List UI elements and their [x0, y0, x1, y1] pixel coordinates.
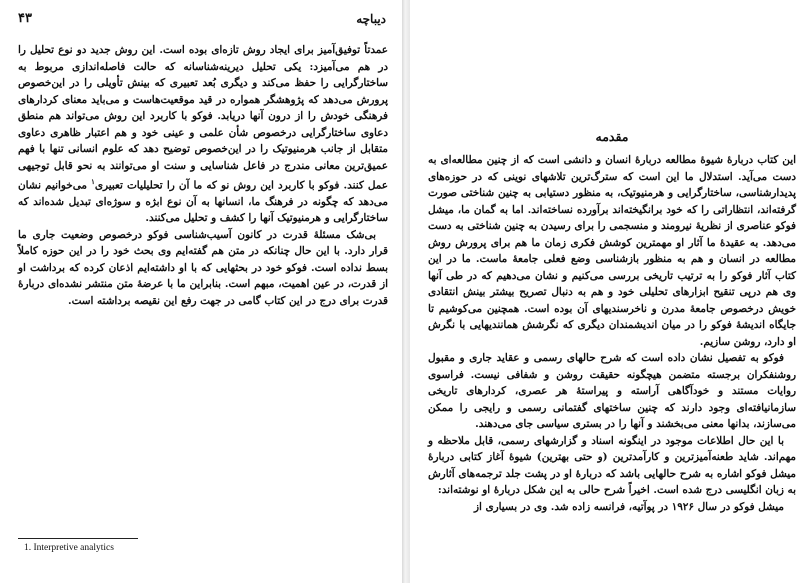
right-body-text: [428, 152, 796, 515]
left-body-text: [18, 42, 388, 309]
paragraph: فوکو به تفصیل نشان داده است که شرح حالهای رسمی و عقاید جاری و مقبول روشنفکران برجسته متضمن هیچگونه حقیقت روشن و شفافی نیست. فراسوی روایات مستند و خودآگاهی آراسته و پیراستهٔ هر عصری، کردارهای تاریخی سازمانیافته‌ای وجود دارند که چنین ساختهای گفتمانی رسمی و رایجی را ممکن می‌سازند، بدانها معنی می‌بخشند و آنها را در بستری سیاسی جای می‌دهند.: [428, 352, 796, 430]
chapter-title: مقدمه: [595, 129, 629, 144]
footnote: 1. Interpretive analytics: [24, 543, 114, 553]
paragraph: عمدتاً توفیق‌آمیز برای ایجاد روش تازه‌ای بوده است. این روش جدید دو نوع تحلیل را در هم می‌آمیزد: یکی تحلیل دیرینه‌شناسانه که حالت فاصله‌اندازی مربوط به ساختارگرایی را حفظ می‌کند و دیگری بُعد تعبیری که بینش تأویلی را در این‌خصوص پرورش می‌دهد که پژوهشگر همواره در قید موقعیت‌هاست و می‌باید معنای کردارهای فرهنگی خودش را از درون آنها دریابد. فوکو با کاربرد این روش می‌تواند هم منطق دعاوی ساختارگرایی درخصوص شأن علمی و عینی خود و هم اعتبار ظاهری دعاوی متقابل از جانب هرمنیوتیک را در این‌خصوص توضیح دهد که علوم انسانی تنها با فهم عمیق‌ترین معانی مندرج در فاعل شناسایی و سنت او می‌توانند به نحو قابل توجیهی عمل کنند. فوکو با کاربرد این روش نو که ما آن را تحلیلیات تعبیری$^۱$ می‌خوانیم نشان می‌دهد که چگونه در فرهنگ ما، انسانها به آن نوع ابژه و سوژه‌ای تبدیل شده‌اند که ساختارگرایی و هرمنیوتیک آنها را کشف و تحلیل می‌کنند.: [18, 44, 388, 225]
page-number: ۴۳: [18, 11, 32, 26]
left-page: [0, 0, 402, 583]
right-page: [410, 0, 812, 583]
running-title: دیباچه: [356, 12, 386, 26]
footnote-reference: ۱: [91, 177, 95, 186]
paragraph: با این حال اطلاعات موجود در اینگونه اسناد و گزارشهای رسمی، قابل ملاحظه و مهم‌اند. شاید طعنه‌آمیزترین و کارآمدترین (و حتی بهترین) شیوهٔ آغاز کتابی دربارهٔ میشل فوکو اشاره به شرح حالهایی باشد که دربارهٔ او در پشت جلد ترجمه‌های آثارش به زبان انگلیسی درج شده است. اخیراً شرح حالی به این شکل دربارهٔ او نوشته‌اند:: [428, 434, 796, 496]
book-spine: [402, 0, 410, 583]
paragraph: بی‌شک مسئلهٔ قدرت در کانون آسیب‌شناسی فوکو درخصوص وضعیت جاری ما قرار دارد. با این حال چنانکه در متن هم گفته‌ایم وی بحث خود را در این حوزه کاملاً بسط نداده است. فوکو خود در بحثهایی که با او داشته‌ایم اذعان کرده که برداشت او از قدرت، در عین اهمیت، مبهم است. بنابراین ما با عرضهٔ متن منتشر نشده‌ای دربارهٔ قدرت برای درج در این کتاب گامی در جهت رفع این نقیصه برداشته است.: [18, 228, 388, 307]
paragraph: این کتاب دربارهٔ شیوهٔ مطالعه دربارهٔ انسان و دانشی است که از چنین مطالعه‌ای به دست می‌آید. استدلال ما این است که سترگ‌ترین تلاشهای نوینی که در حوزه‌های پدیدارشناسی، ساختارگرایی و هرمنیوتیک، به منظور دستیابی به چنین شناختی صورت گرفته‌اند، انتظاراتی را که خود برانگیخته‌اند برآورده نساخته‌اند. اما به گمان ما، میشل فوکو عناصری از نظریهٔ نیرومند و منسجمی را برای رسیدن به چنین شناختی به دست می‌دهد. به عقیدهٔ ما آثار او مهمترین کوشش فکری زمان ما هم برای پرورش روش مطالعه در انسان و هم به منظور بازشناسی وضع فعلی جامعهٔ ماست. ما در این کتاب آثار فوکو را به ترتیب تاریخی بررسی می‌کنیم و نشان می‌دهیم که در طی آنها وی هم درپی تنقیح ابزارهای تحلیلی خود و هم به دنبال تصریح بیشتر بینش انتقادی خویش درخصوص جامعهٔ مدرن و ناخرسندیهای آن بوده است. همچنین می‌کوشیم تا جایگاه اندیشهٔ فوکو را در میان اندیشمندان دیگری که نگرشش همانندیهایی با نگرش او دارد، روشن سازیم.: [428, 154, 797, 348]
running-head: [18, 10, 388, 28]
paragraph: میشل فوکو در سال ۱۹۲۶ در پوآتیه، فرانسه زاده شد. وی در بسیاری از: [473, 500, 784, 513]
footnote-rule: [18, 538, 138, 539]
